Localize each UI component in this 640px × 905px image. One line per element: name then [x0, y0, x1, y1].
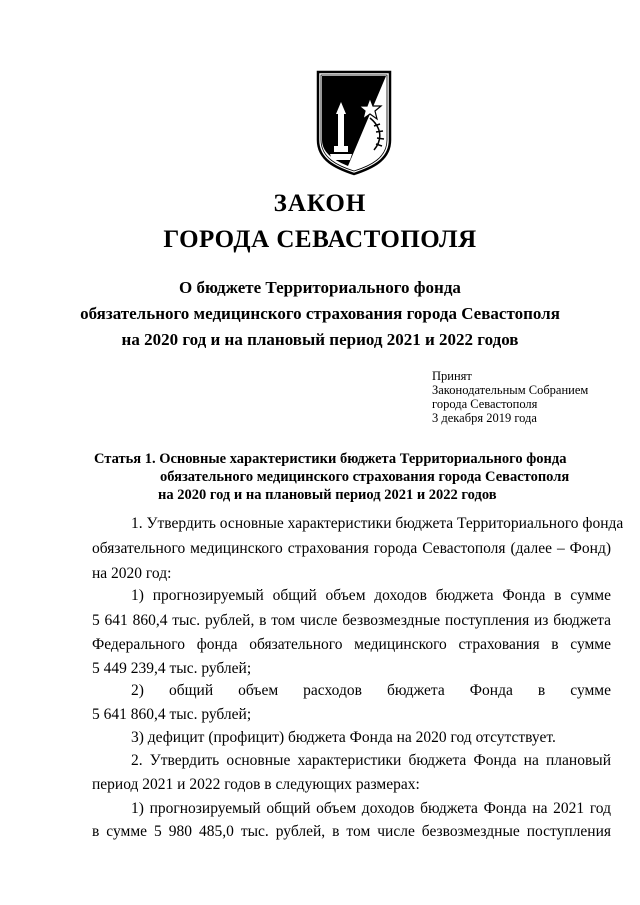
sevastopol-coat-of-arms-emblem: [314, 68, 394, 176]
body-line: 2) общий объем расходов бюджета Фонда в сумме: [131, 682, 611, 699]
adoption-note-line: Законодательным Собранием: [432, 383, 589, 397]
body-line: 5 641 860,4 тыс. рублей, в том числе безвозмездные поступления из бюджета: [92, 612, 611, 629]
body-line: 1) прогнозируемый общий объем доходов бюджета Фонда на 2021 год: [131, 800, 611, 817]
law-title: ЗАКОН: [273, 190, 367, 217]
adoption-note-line: города Севастополя: [432, 397, 538, 411]
body-line: 2. Утвердить основные характеристики бюджета Фонда на плановый: [131, 752, 611, 769]
subtitle-line-1: О бюджете Территориального фонда: [179, 278, 461, 297]
body-line: Федерального фонда обязательного медицинского страхования в сумме: [92, 636, 611, 653]
subtitle-line-2: обязательного медицинского страхования города Севастополя: [80, 304, 560, 323]
body-line: 1) прогнозируемый общий объем доходов бюджета Фонда в сумме: [131, 587, 611, 604]
body-line: в сумме 5 980 485,0 тыс. рублей, в том числе безвозмездные поступления: [92, 823, 611, 840]
article-heading: [94, 450, 569, 504]
adoption-date: 3 декабря 2019 года: [432, 411, 537, 425]
article-heading-line-1: Статья 1. Основные характеристики бюджета Территориального фонда: [94, 451, 567, 467]
body-line: на 2020 год:: [92, 565, 172, 582]
body-line: период 2021 и 2022 годов в следующих размерах:: [92, 776, 420, 793]
city-title: ГОРОДА СЕВАСТОПОЛЯ: [163, 226, 477, 253]
body-line: 3) дефицит (профицит) бюджета Фонда на 2020 год отсутствует.: [131, 729, 556, 746]
body-line: 5 641 860,4 тыс. рублей;: [92, 706, 252, 723]
adoption-note: [432, 369, 588, 425]
subtitle-line-3: на 2020 год и на плановый период 2021 и 2022 годов: [121, 330, 519, 349]
article-heading-line-3: на 2020 год и на плановый период 2021 и 2022 годов: [158, 487, 497, 503]
adoption-note-line: Принят: [432, 369, 472, 383]
body-line: 1. Утвердить основные характеристики бюджета Территориального фонда: [131, 515, 624, 532]
body-line: обязательного медицинского страхования города Севастополя (далее – Фонд): [92, 540, 611, 557]
article-heading-line-2: обязательного медицинского страхования города Севастополя: [160, 469, 570, 485]
body-line: 5 449 239,4 тыс. рублей;: [92, 660, 252, 677]
